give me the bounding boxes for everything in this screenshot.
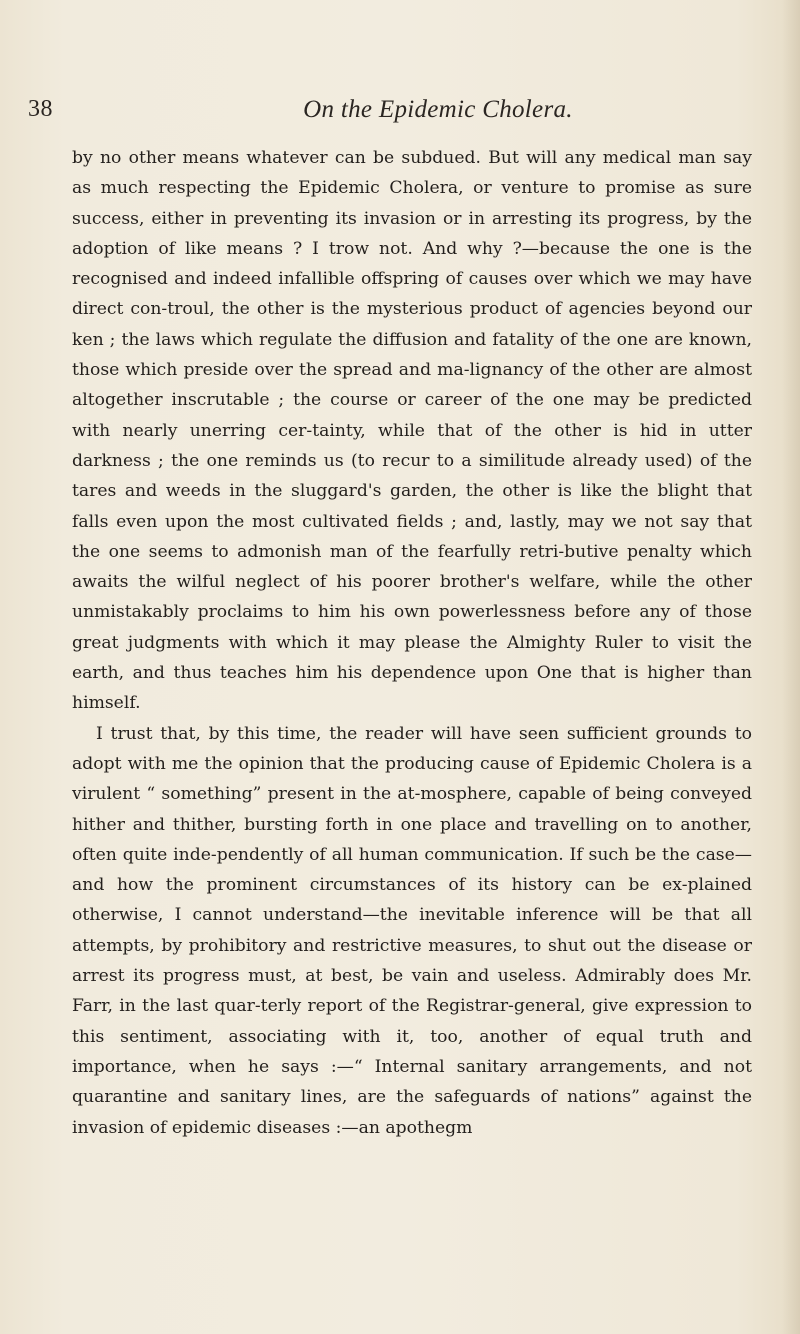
page-number: 38 <box>28 96 53 122</box>
paragraph: by no other means whatever can be subdued. But will any medical man say as much respecting the Epidemic Cholera, or venture to promise as sure success, either in preventing its invasion or in arresting its progress, by the adoption of like means ? I trow not. And why ?—because the one is the recognised and indeed infallible offspring of causes over which we may have direct con-troul, the other is the mysterious product of agencies beyond our ken ; the laws which regulate the diffusion and fatality of the one are known, those which preside over the spread and ma-lignancy of the other are almost altogether inscrutable ; the course or career of the one may be predicted with nearly unerring cer-tainty, while that of the other is hid in utter darkness ; the one reminds us (to recur to a similitude already used) of the tares and weeds in the sluggard's garden, the other is like the blight that falls even upon the most cultivated fields ; and, lastly, may we not say that the one seems to admonish man of the fearfully retri-butive penalty which awaits the wilful neglect of his poorer brother's welfare, while the other unmistakably proclaims to him his own powerlessness before any of those great judgments with which it may please the Almighty Ruler to visit the earth, and thus teaches him his dependence upon One that is higher than himself. <box>72 148 752 714</box>
page-edge-shadow <box>782 0 800 1334</box>
running-title: On the Epidemic Cholera. <box>303 96 573 123</box>
paragraph: I trust that, by this time, the reader will have seen sufficient grounds to adopt with me the opinion that the producing cause of Epidemic Cholera is a virulent “ something” present in the at-mosphere, capable of being conveyed hither and thither, bursting forth in one place and travelling on to another, often quite inde-pendently of all human communication. If such be the case— and how the prominent circumstances of its history can be ex-plained otherwise, I cannot understand—the inevitable inference will be that all attempts, by prohibitory and restrictive measures, to shut out the disease or arrest its progress must, at best, be vain and useless. Admirably does Mr. Farr, in the last quar-terly report of the Registrar-general, give expression to this sentiment, associating with it, too, another of equal truth and importance, when he says :—“ Internal sanitary arrangements, and not quarantine and sanitary lines, are the safeguards of nations” against the invasion of epidemic diseases :—an apothegm <box>72 723 752 1138</box>
body-text <box>72 143 752 1143</box>
